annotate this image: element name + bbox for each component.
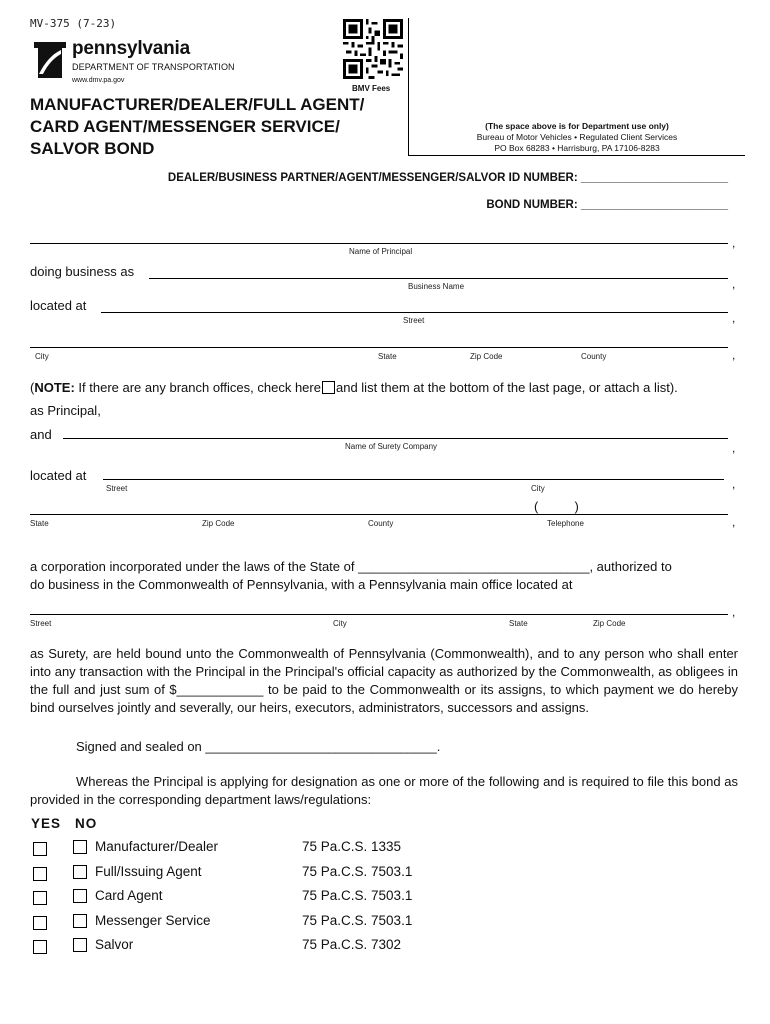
surety-street-caption: Street: [106, 484, 128, 493]
department-use-box: [412, 121, 742, 154]
comma: ,: [732, 605, 736, 619]
branch-offices-checkbox[interactable]: [322, 381, 335, 394]
principal-county-caption: County: [581, 352, 607, 361]
no-checkbox[interactable]: [73, 865, 87, 879]
whereas-paragraph: Whereas the Principal is applying for designation as one or more of the following and is required to file this bond as provided in the corresponding department laws/regulations:: [30, 774, 738, 807]
yes-checkbox[interactable]: [33, 891, 47, 905]
telephone-area-code[interactable]: ( ): [534, 499, 579, 514]
no-checkbox[interactable]: [73, 889, 87, 903]
principal-city-line[interactable]: [30, 347, 728, 348]
qr-code-icon: [343, 19, 403, 79]
main-office-zip-caption: Zip Code: [593, 619, 626, 628]
bond-number-label: BOND NUMBER:: [486, 199, 578, 211]
business-name-line[interactable]: [149, 278, 728, 279]
comma: ,: [732, 236, 736, 250]
corporation-line-1: a corporation incorporated under the laws of the State of ________________________________, authorized to: [30, 559, 672, 574]
designation-label: Full/Issuing Agent: [95, 864, 202, 879]
note-text-part1: If there are any branch offices, check here: [74, 380, 321, 395]
po-box-address: PO Box 68283 • Harrisburg, PA 17106-8283: [494, 143, 660, 153]
no-checkbox[interactable]: [73, 938, 87, 952]
dba-label: doing business as: [30, 264, 135, 279]
principal-state-caption: State: [378, 352, 397, 361]
comma: ,: [732, 277, 736, 291]
principal-name-line[interactable]: [30, 243, 728, 244]
yes-checkbox[interactable]: [33, 867, 47, 881]
form-id: MV-375 (7-23): [30, 17, 117, 30]
no-checkbox[interactable]: [73, 914, 87, 928]
principal-zip-caption: Zip Code: [470, 352, 503, 361]
surety-company-line[interactable]: [63, 438, 728, 439]
principal-located-label: located at: [30, 298, 87, 313]
form-title: [30, 94, 364, 160]
surety-company-caption: Name of Surety Company: [345, 442, 438, 451]
header-divider-horizontal: [408, 155, 745, 156]
yes-header: YES: [31, 816, 62, 831]
principal-street-caption: Street: [403, 316, 425, 325]
yes-checkbox[interactable]: [33, 940, 47, 954]
designation-label: Card Agent: [95, 888, 163, 903]
designation-row-manufacturer-dealer: [0, 838, 770, 862]
no-header: NO: [75, 816, 98, 831]
note-text-part2: and list them at the bottom of the last page, or attach a list).: [335, 380, 678, 395]
bond-number-field[interactable]: [30, 199, 728, 211]
note-label: NOTE:: [34, 380, 75, 395]
main-office-state-caption: State: [509, 619, 528, 628]
main-office-line[interactable]: [30, 614, 728, 615]
bmv-fees-label: BMV Fees: [352, 84, 391, 93]
comma: ,: [732, 515, 736, 529]
surety-street-city-line[interactable]: [103, 479, 724, 480]
branch-offices-note: [30, 380, 678, 395]
as-principal-text: as Principal,: [30, 403, 101, 418]
signed-sealed-line[interactable]: Signed and sealed on ________________________________.: [76, 739, 441, 754]
designation-law: 75 Pa.C.S. 7503.1: [302, 888, 413, 903]
designation-law: 75 Pa.C.S. 7302: [302, 937, 402, 952]
header-divider-vertical: [408, 18, 409, 155]
principal-name-caption: Name of Principal: [349, 247, 413, 256]
yes-checkbox[interactable]: [33, 842, 47, 856]
surety-paragraph: as Surety, are held bound unto the Commonwealth of Pennsylvania (Commonwealth), and to any person who shall enter into any transaction with the Principal in the Principal's official capacity as authorized by the Commonwealth, as obligees in the full and just sum of $____________ to be paid to the Commonwealth or its assigns, to which payment we do hereby bind ourselves jointly and severally, our heirs, executors, administrators, successors and assigns.: [30, 646, 738, 715]
designation-row-messenger-service: [0, 912, 770, 936]
comma: ,: [732, 311, 736, 325]
designation-law: 75 Pa.C.S. 1335: [302, 839, 402, 854]
id-number-field[interactable]: [30, 172, 728, 184]
designation-label: Manufacturer/Dealer: [95, 839, 219, 854]
comma: ,: [732, 348, 736, 362]
department-use-note: (The space above is for Department use only): [485, 121, 669, 131]
designation-law: 75 Pa.C.S. 7503.1: [302, 864, 413, 879]
form-title-line: MANUFACTURER/DEALER/FULL AGENT/: [30, 95, 365, 114]
surety-telephone-caption: Telephone: [547, 519, 584, 528]
principal-city-caption: City: [35, 352, 49, 361]
surety-state-zip-line[interactable]: [30, 514, 728, 515]
no-checkbox[interactable]: [73, 840, 87, 854]
form-title-line: SALVOR BOND: [30, 139, 155, 158]
keystone-logo-icon: [30, 40, 70, 80]
designation-label: Messenger Service: [95, 913, 211, 928]
business-name-caption: Business Name: [408, 282, 465, 291]
main-office-city-caption: City: [333, 619, 347, 628]
and-label: and: [30, 427, 52, 442]
bureau-address: Bureau of Motor Vehicles • Regulated Client Services: [476, 132, 678, 142]
logo-name: pennsylvania: [72, 38, 190, 59]
surety-state-caption: State: [30, 519, 49, 528]
surety-county-caption: County: [368, 519, 394, 528]
id-number-label: DEALER/BUSINESS PARTNER/AGENT/MESSENGER/SALVOR ID NUMBER:: [167, 172, 578, 184]
comma: ,: [732, 477, 736, 491]
bond-number-blank[interactable]: _______________________: [580, 199, 728, 211]
designation-row-full-issuing-agent: [0, 863, 770, 887]
yes-checkbox[interactable]: [33, 916, 47, 930]
designation-row-salvor: [0, 936, 770, 960]
logo-department: DEPARTMENT OF TRANSPORTATION: [72, 62, 235, 72]
main-office-street-caption: Street: [30, 619, 52, 628]
designation-law: 75 Pa.C.S. 7503.1: [302, 913, 413, 928]
corporation-paragraph: [30, 558, 738, 594]
designation-label: Salvor: [95, 937, 134, 952]
note-open-paren: (: [30, 380, 35, 395]
surety-city-caption: City: [531, 484, 545, 493]
principal-street-line[interactable]: [101, 312, 728, 313]
logo-url: www.dmv.pa.gov: [72, 77, 125, 84]
id-number-blank[interactable]: _______________________: [580, 172, 728, 184]
surety-located-label: located at: [30, 468, 87, 483]
designation-row-card-agent: [0, 887, 770, 911]
comma: ,: [732, 441, 736, 455]
corporation-line-2: do business in the Commonwealth of Pennsylvania, with a Pennsylvania main office located at: [30, 577, 573, 592]
form-title-line: CARD AGENT/MESSENGER SERVICE/: [30, 117, 340, 136]
surety-zip-caption: Zip Code: [202, 519, 235, 528]
